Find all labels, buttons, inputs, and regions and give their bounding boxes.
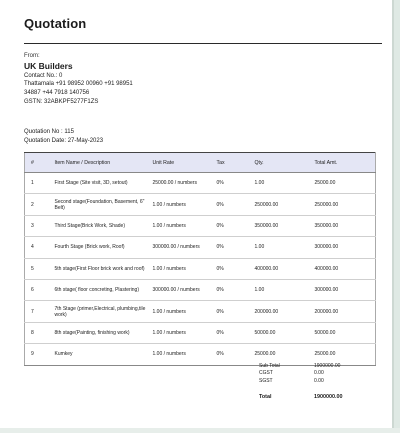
cell-total: 350000.00 [313,215,376,236]
cell-total: 250000.00 [313,194,376,215]
address-line-1: Thattamala +91 98952 00960 +91 98951 [24,81,133,87]
sgst-value: 0.00 [314,377,324,384]
cell-qty: 250000.00 [253,194,313,215]
cell-qty: 1.00 [253,279,313,300]
cell-unit-rate: 1.00 / numbers [151,215,215,236]
cell-item: 6th stage( floor concreting, Plastering) [53,279,151,300]
from-block [24,52,224,106]
header-qty: Qty. [253,153,313,173]
cell-unit-rate: 300000.00 / numbers [151,237,215,258]
cell-qty: 350000.00 [253,215,313,236]
title-divider [24,43,382,44]
gstn: GSTN: 32ABKPF5277F1ZS [24,98,99,105]
cell-item: Second stage(Foundation, Basement, 6" Belt) [53,194,151,215]
cell-tax: 0% [215,344,253,365]
cell-item: 5th stage(First Floor brick work and roof) [53,258,151,279]
table-row [25,237,376,258]
cell-unit-rate: 25000.00 / numbers [151,173,215,194]
header-tax: Tax [215,153,253,173]
table-row [25,173,376,194]
cell-unit-rate: 1.00 / numbers [151,194,215,215]
cell-qty: 400000.00 [253,258,313,279]
contact-number: Contact No.: 0 [24,72,63,79]
sub-total-label: Sub Total [259,362,280,369]
cell-unit-rate: 300000.00 / numbers [151,279,215,300]
cell-index: 4 [25,237,53,258]
totals-block [259,362,379,400]
header-total: Total Amt. [313,153,376,173]
table-row [25,279,376,300]
cell-index: 5 [25,258,53,279]
sub-total-value: 1900000.00 [314,362,341,369]
cell-total: 25000.00 [313,344,376,365]
sub-total-row [259,362,379,370]
table-row [25,322,376,343]
cell-unit-rate: 1.00 / numbers [151,322,215,343]
cell-tax: 0% [215,279,253,300]
bottom-frame-edge [0,428,400,433]
cell-item: Fourth Stage (Brick work, Roof) [53,237,151,258]
cell-index: 2 [25,194,53,215]
cell-index: 1 [25,173,53,194]
address-line-2: 34887 +44 7918 140756 [24,89,90,96]
table-header-row [25,153,376,173]
cell-index: 6 [25,279,53,300]
sgst-row [259,377,379,385]
header-index: # [25,153,53,173]
cell-tax: 0% [215,237,253,258]
cell-index: 3 [25,215,53,236]
cell-item: 8th stage(Painting, finishing work) [53,322,151,343]
page-title: Quotation [24,16,87,31]
table-row [25,194,376,215]
cell-tax: 0% [215,194,253,215]
cell-unit-rate: 1.00 / numbers [151,258,215,279]
cell-total: 400000.00 [313,258,376,279]
cell-index: 8 [25,322,53,343]
cell-item: Third Stage(Brick Work, Shade) [53,215,151,236]
cell-tax: 0% [215,173,253,194]
quotation-info [24,128,103,145]
cgst-label: CGST [259,370,273,377]
quotation-number: Quotation No : 115 [24,129,74,135]
cell-index: 7 [25,301,53,322]
cell-qty: 50000.00 [253,322,313,343]
header-item: Item Name / Description [53,153,151,173]
cell-tax: 0% [215,258,253,279]
from-label: From: [24,53,40,59]
cgst-value: 0.00 [314,370,324,377]
cell-total: 300000.00 [313,237,376,258]
cell-index: 9 [25,344,53,365]
cell-item: First Stage (Site visit, 3D, setout) [53,173,151,194]
cgst-row [259,370,379,378]
cell-total: 25000.00 [313,173,376,194]
cell-item: 7th Stage (primer,Electrical, plumbing,tile work) [53,301,151,322]
table-row [25,301,376,322]
total-value: 1900000.00 [314,393,343,400]
cell-qty: 200000.00 [253,301,313,322]
header-unit-rate: Unit Rate [151,153,215,173]
cell-unit-rate: 1.00 / numbers [151,301,215,322]
cell-tax: 0% [215,215,253,236]
items-table [24,152,376,366]
right-frame-edge [392,0,400,433]
quotation-date: Quotation Date: 27-May-2023 [24,137,104,144]
cell-qty: 1.00 [253,237,313,258]
total-label: Total [259,393,272,400]
table-row [25,215,376,236]
cell-total: 50000.00 [313,322,376,343]
cell-tax: 0% [215,322,253,343]
cell-tax: 0% [215,301,253,322]
cell-total: 300000.00 [313,279,376,300]
sgst-label: SGST [259,377,273,384]
table-row [25,258,376,279]
cell-item: Kumkey [53,344,151,365]
cell-total: 200000.00 [313,301,376,322]
cell-qty: 1.00 [253,173,313,194]
cell-unit-rate: 1.00 / numbers [151,344,215,365]
grand-total-row [259,393,379,401]
company-name: UK Builders [24,60,73,71]
cell-qty: 25000.00 [253,344,313,365]
